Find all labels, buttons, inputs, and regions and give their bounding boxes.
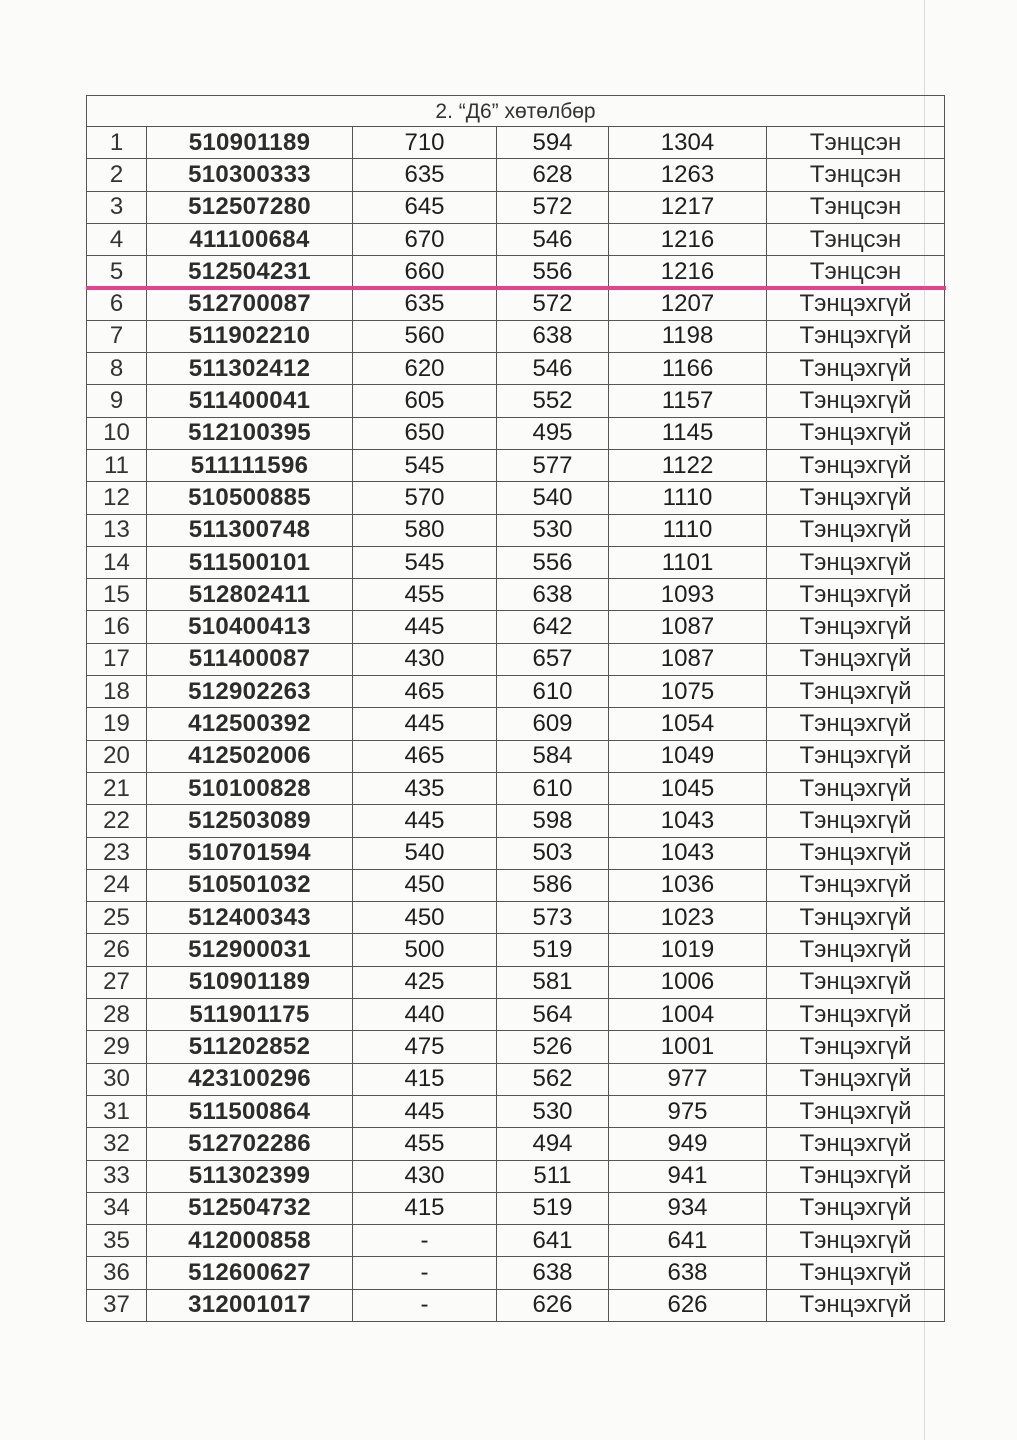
row-number-cell: 28: [87, 999, 147, 1031]
status-cell: Тэнцсэн: [767, 223, 945, 255]
total-score-cell: 1075: [609, 676, 767, 708]
status-cell: Тэнцэхгүй: [767, 966, 945, 998]
applicant-code-cell: 510300333: [147, 159, 353, 191]
row-number-cell: 21: [87, 772, 147, 804]
total-score-cell: 1217: [609, 191, 767, 223]
table-row: [87, 1225, 945, 1257]
status-cell: Тэнцэхгүй: [767, 999, 945, 1031]
score-1-cell: 450: [353, 902, 497, 934]
total-score-cell: 949: [609, 1128, 767, 1160]
table-row: [87, 1095, 945, 1127]
score-1-cell: 425: [353, 966, 497, 998]
status-cell: Тэнцэхгүй: [767, 611, 945, 643]
score-1-cell: 445: [353, 708, 497, 740]
table-row: [87, 1257, 945, 1289]
row-number-cell: 22: [87, 805, 147, 837]
score-1-cell: 540: [353, 837, 497, 869]
applicant-code-cell: 510400413: [147, 611, 353, 643]
score-1-cell: 605: [353, 385, 497, 417]
row-number-cell: 13: [87, 514, 147, 546]
row-number-cell: 32: [87, 1128, 147, 1160]
table-row: [87, 159, 945, 191]
score-2-cell: 572: [497, 288, 609, 320]
row-number-cell: 14: [87, 546, 147, 578]
score-2-cell: 494: [497, 1128, 609, 1160]
applicant-code-cell: 511500864: [147, 1095, 353, 1127]
table-row: [87, 1289, 945, 1321]
status-cell: Тэнцэхгүй: [767, 579, 945, 611]
total-score-cell: 1043: [609, 837, 767, 869]
applicant-code-cell: 512802411: [147, 579, 353, 611]
table-row: [87, 320, 945, 352]
applicant-code-cell: 511400041: [147, 385, 353, 417]
score-2-cell: 641: [497, 1225, 609, 1257]
row-number-cell: 11: [87, 449, 147, 481]
score-2-cell: 584: [497, 740, 609, 772]
applicant-code-cell: 511111596: [147, 449, 353, 481]
total-score-cell: 1049: [609, 740, 767, 772]
table-row: [87, 546, 945, 578]
table-row: [87, 708, 945, 740]
score-1-cell: -: [353, 1225, 497, 1257]
row-number-cell: 15: [87, 579, 147, 611]
table-row: [87, 1128, 945, 1160]
total-score-cell: 934: [609, 1192, 767, 1224]
status-cell: Тэнцэхгүй: [767, 1095, 945, 1127]
table-row: [87, 579, 945, 611]
score-2-cell: 572: [497, 191, 609, 223]
score-1-cell: 650: [353, 417, 497, 449]
status-cell: Тэнцэхгүй: [767, 514, 945, 546]
score-1-cell: 430: [353, 643, 497, 675]
table-title-row: [87, 96, 945, 127]
table-row: [87, 740, 945, 772]
table-row: [87, 288, 945, 320]
applicant-code-cell: 512504231: [147, 256, 353, 288]
table-row: [87, 353, 945, 385]
score-2-cell: 530: [497, 1095, 609, 1127]
applicant-code-cell: 512702286: [147, 1128, 353, 1160]
score-1-cell: 545: [353, 449, 497, 481]
row-number-cell: 35: [87, 1225, 147, 1257]
applicant-code-cell: 510100828: [147, 772, 353, 804]
applicant-code-cell: 512400343: [147, 902, 353, 934]
score-1-cell: 415: [353, 1063, 497, 1095]
applicant-code-cell: 512600627: [147, 1257, 353, 1289]
score-2-cell: 581: [497, 966, 609, 998]
applicant-code-cell: 510501032: [147, 869, 353, 901]
table-body: [87, 127, 945, 1322]
table-row: [87, 417, 945, 449]
score-2-cell: 598: [497, 805, 609, 837]
status-cell: Тэнцэхгүй: [767, 740, 945, 772]
status-cell: Тэнцэхгүй: [767, 1225, 945, 1257]
score-2-cell: 657: [497, 643, 609, 675]
row-number-cell: 18: [87, 676, 147, 708]
row-number-cell: 27: [87, 966, 147, 998]
total-score-cell: 1087: [609, 643, 767, 675]
total-score-cell: 1110: [609, 514, 767, 546]
score-2-cell: 586: [497, 869, 609, 901]
total-score-cell: 641: [609, 1225, 767, 1257]
score-1-cell: 445: [353, 611, 497, 643]
status-cell: Тэнцэхгүй: [767, 353, 945, 385]
score-2-cell: 562: [497, 1063, 609, 1095]
score-2-cell: 495: [497, 417, 609, 449]
table-row: [87, 611, 945, 643]
row-number-cell: 16: [87, 611, 147, 643]
status-cell: Тэнцэхгүй: [767, 385, 945, 417]
row-number-cell: 29: [87, 1031, 147, 1063]
score-2-cell: 530: [497, 514, 609, 546]
table-row: [87, 1031, 945, 1063]
score-1-cell: 580: [353, 514, 497, 546]
table-row: [87, 127, 945, 159]
applicant-code-cell: 512507280: [147, 191, 353, 223]
score-2-cell: 546: [497, 223, 609, 255]
score-2-cell: 526: [497, 1031, 609, 1063]
row-number-cell: 24: [87, 869, 147, 901]
status-cell: Тэнцэхгүй: [767, 1160, 945, 1192]
total-score-cell: 1157: [609, 385, 767, 417]
pass-cutoff-line: [86, 286, 946, 290]
status-cell: Тэнцсэн: [767, 191, 945, 223]
applicant-code-cell: 511302412: [147, 353, 353, 385]
row-number-cell: 8: [87, 353, 147, 385]
applicant-code-cell: 512902263: [147, 676, 353, 708]
row-number-cell: 2: [87, 159, 147, 191]
results-sheet: [86, 95, 944, 1322]
row-number-cell: 1: [87, 127, 147, 159]
status-cell: Тэнцэхгүй: [767, 869, 945, 901]
applicant-code-cell: 511902210: [147, 320, 353, 352]
table-row: [87, 676, 945, 708]
applicant-code-cell: 510901189: [147, 127, 353, 159]
status-cell: Тэнцэхгүй: [767, 1289, 945, 1321]
status-cell: Тэнцэхгүй: [767, 837, 945, 869]
table-row: [87, 514, 945, 546]
score-1-cell: 635: [353, 159, 497, 191]
table-row: [87, 805, 945, 837]
table-row: [87, 934, 945, 966]
status-cell: Тэнцэхгүй: [767, 320, 945, 352]
total-score-cell: 1054: [609, 708, 767, 740]
total-score-cell: 1263: [609, 159, 767, 191]
score-1-cell: 435: [353, 772, 497, 804]
status-cell: Тэнцэхгүй: [767, 1128, 945, 1160]
total-score-cell: 1023: [609, 902, 767, 934]
applicant-code-cell: 511202852: [147, 1031, 353, 1063]
total-score-cell: 1110: [609, 482, 767, 514]
score-1-cell: 670: [353, 223, 497, 255]
status-cell: Тэнцэхгүй: [767, 449, 945, 481]
score-1-cell: 465: [353, 740, 497, 772]
table-row: [87, 256, 945, 288]
applicant-code-cell: 511302399: [147, 1160, 353, 1192]
row-number-cell: 36: [87, 1257, 147, 1289]
row-number-cell: 23: [87, 837, 147, 869]
table-row: [87, 1063, 945, 1095]
applicant-code-cell: 512503089: [147, 805, 353, 837]
total-score-cell: 1043: [609, 805, 767, 837]
status-cell: Тэнцсэн: [767, 159, 945, 191]
score-2-cell: 540: [497, 482, 609, 514]
score-2-cell: 564: [497, 999, 609, 1031]
score-2-cell: 638: [497, 1257, 609, 1289]
total-score-cell: 638: [609, 1257, 767, 1289]
score-2-cell: 577: [497, 449, 609, 481]
status-cell: Тэнцэхгүй: [767, 934, 945, 966]
score-2-cell: 628: [497, 159, 609, 191]
applicant-code-cell: 512504732: [147, 1192, 353, 1224]
score-1-cell: 450: [353, 869, 497, 901]
status-cell: Тэнцсэн: [767, 256, 945, 288]
table-row: [87, 999, 945, 1031]
total-score-cell: 1036: [609, 869, 767, 901]
score-2-cell: 546: [497, 353, 609, 385]
table-row: [87, 1192, 945, 1224]
score-2-cell: 638: [497, 320, 609, 352]
table-title: 2. “Д6” хөтөлбөр: [87, 96, 945, 127]
total-score-cell: 1093: [609, 579, 767, 611]
row-number-cell: 20: [87, 740, 147, 772]
total-score-cell: 975: [609, 1095, 767, 1127]
score-1-cell: 620: [353, 353, 497, 385]
row-number-cell: 6: [87, 288, 147, 320]
applicant-code-cell: 512900031: [147, 934, 353, 966]
status-cell: Тэнцэхгүй: [767, 417, 945, 449]
applicant-code-cell: 510500885: [147, 482, 353, 514]
status-cell: Тэнцэхгүй: [767, 1192, 945, 1224]
score-2-cell: 519: [497, 934, 609, 966]
results-table: [86, 95, 945, 1322]
table-row: [87, 482, 945, 514]
status-cell: Тэнцсэн: [767, 127, 945, 159]
score-1-cell: 660: [353, 256, 497, 288]
score-1-cell: -: [353, 1257, 497, 1289]
score-2-cell: 609: [497, 708, 609, 740]
score-1-cell: -: [353, 1289, 497, 1321]
row-number-cell: 9: [87, 385, 147, 417]
applicant-code-cell: 412500392: [147, 708, 353, 740]
total-score-cell: 977: [609, 1063, 767, 1095]
applicant-code-cell: 312001017: [147, 1289, 353, 1321]
status-cell: Тэнцэхгүй: [767, 772, 945, 804]
total-score-cell: 1004: [609, 999, 767, 1031]
status-cell: Тэнцэхгүй: [767, 708, 945, 740]
row-number-cell: 12: [87, 482, 147, 514]
total-score-cell: 626: [609, 1289, 767, 1321]
table-row: [87, 772, 945, 804]
table-row: [87, 869, 945, 901]
score-1-cell: 430: [353, 1160, 497, 1192]
score-2-cell: 610: [497, 772, 609, 804]
applicant-code-cell: 411100684: [147, 223, 353, 255]
score-2-cell: 519: [497, 1192, 609, 1224]
score-1-cell: 465: [353, 676, 497, 708]
applicant-code-cell: 423100296: [147, 1063, 353, 1095]
row-number-cell: 17: [87, 643, 147, 675]
row-number-cell: 7: [87, 320, 147, 352]
total-score-cell: 1122: [609, 449, 767, 481]
table-row: [87, 223, 945, 255]
status-cell: Тэнцэхгүй: [767, 288, 945, 320]
applicant-code-cell: 512700087: [147, 288, 353, 320]
table-row: [87, 902, 945, 934]
row-number-cell: 3: [87, 191, 147, 223]
total-score-cell: 1166: [609, 353, 767, 385]
applicant-code-cell: 511400087: [147, 643, 353, 675]
total-score-cell: 941: [609, 1160, 767, 1192]
total-score-cell: 1045: [609, 772, 767, 804]
total-score-cell: 1145: [609, 417, 767, 449]
total-score-cell: 1304: [609, 127, 767, 159]
applicant-code-cell: 512100395: [147, 417, 353, 449]
applicant-code-cell: 511500101: [147, 546, 353, 578]
score-1-cell: 455: [353, 1128, 497, 1160]
status-cell: Тэнцэхгүй: [767, 902, 945, 934]
score-2-cell: 594: [497, 127, 609, 159]
score-2-cell: 626: [497, 1289, 609, 1321]
total-score-cell: 1019: [609, 934, 767, 966]
status-cell: Тэнцэхгүй: [767, 676, 945, 708]
score-2-cell: 610: [497, 676, 609, 708]
applicant-code-cell: 510901189: [147, 966, 353, 998]
row-number-cell: 31: [87, 1095, 147, 1127]
row-number-cell: 34: [87, 1192, 147, 1224]
total-score-cell: 1198: [609, 320, 767, 352]
applicant-code-cell: 412000858: [147, 1225, 353, 1257]
score-1-cell: 570: [353, 482, 497, 514]
score-2-cell: 556: [497, 256, 609, 288]
row-number-cell: 30: [87, 1063, 147, 1095]
table-row: [87, 449, 945, 481]
score-2-cell: 573: [497, 902, 609, 934]
status-cell: Тэнцэхгүй: [767, 1031, 945, 1063]
score-1-cell: 440: [353, 999, 497, 1031]
score-1-cell: 500: [353, 934, 497, 966]
row-number-cell: 26: [87, 934, 147, 966]
row-number-cell: 25: [87, 902, 147, 934]
table-row: [87, 385, 945, 417]
score-1-cell: 645: [353, 191, 497, 223]
score-2-cell: 503: [497, 837, 609, 869]
total-score-cell: 1207: [609, 288, 767, 320]
status-cell: Тэнцэхгүй: [767, 643, 945, 675]
score-1-cell: 445: [353, 1095, 497, 1127]
applicant-code-cell: 511901175: [147, 999, 353, 1031]
status-cell: Тэнцэхгүй: [767, 805, 945, 837]
total-score-cell: 1001: [609, 1031, 767, 1063]
score-1-cell: 415: [353, 1192, 497, 1224]
row-number-cell: 37: [87, 1289, 147, 1321]
score-1-cell: 475: [353, 1031, 497, 1063]
status-cell: Тэнцэхгүй: [767, 1257, 945, 1289]
row-number-cell: 19: [87, 708, 147, 740]
status-cell: Тэнцэхгүй: [767, 546, 945, 578]
table-row: [87, 966, 945, 998]
score-2-cell: 552: [497, 385, 609, 417]
table-row: [87, 837, 945, 869]
table-row: [87, 191, 945, 223]
applicant-code-cell: 412502006: [147, 740, 353, 772]
total-score-cell: 1216: [609, 223, 767, 255]
score-1-cell: 710: [353, 127, 497, 159]
total-score-cell: 1006: [609, 966, 767, 998]
score-2-cell: 638: [497, 579, 609, 611]
status-cell: Тэнцэхгүй: [767, 1063, 945, 1095]
score-1-cell: 560: [353, 320, 497, 352]
score-1-cell: 445: [353, 805, 497, 837]
table-row: [87, 1160, 945, 1192]
score-2-cell: 642: [497, 611, 609, 643]
row-number-cell: 10: [87, 417, 147, 449]
row-number-cell: 4: [87, 223, 147, 255]
score-2-cell: 511: [497, 1160, 609, 1192]
applicant-code-cell: 510701594: [147, 837, 353, 869]
score-2-cell: 556: [497, 546, 609, 578]
total-score-cell: 1101: [609, 546, 767, 578]
total-score-cell: 1216: [609, 256, 767, 288]
row-number-cell: 5: [87, 256, 147, 288]
status-cell: Тэнцэхгүй: [767, 482, 945, 514]
score-1-cell: 455: [353, 579, 497, 611]
total-score-cell: 1087: [609, 611, 767, 643]
score-1-cell: 545: [353, 546, 497, 578]
score-1-cell: 635: [353, 288, 497, 320]
row-number-cell: 33: [87, 1160, 147, 1192]
table-row: [87, 643, 945, 675]
applicant-code-cell: 511300748: [147, 514, 353, 546]
